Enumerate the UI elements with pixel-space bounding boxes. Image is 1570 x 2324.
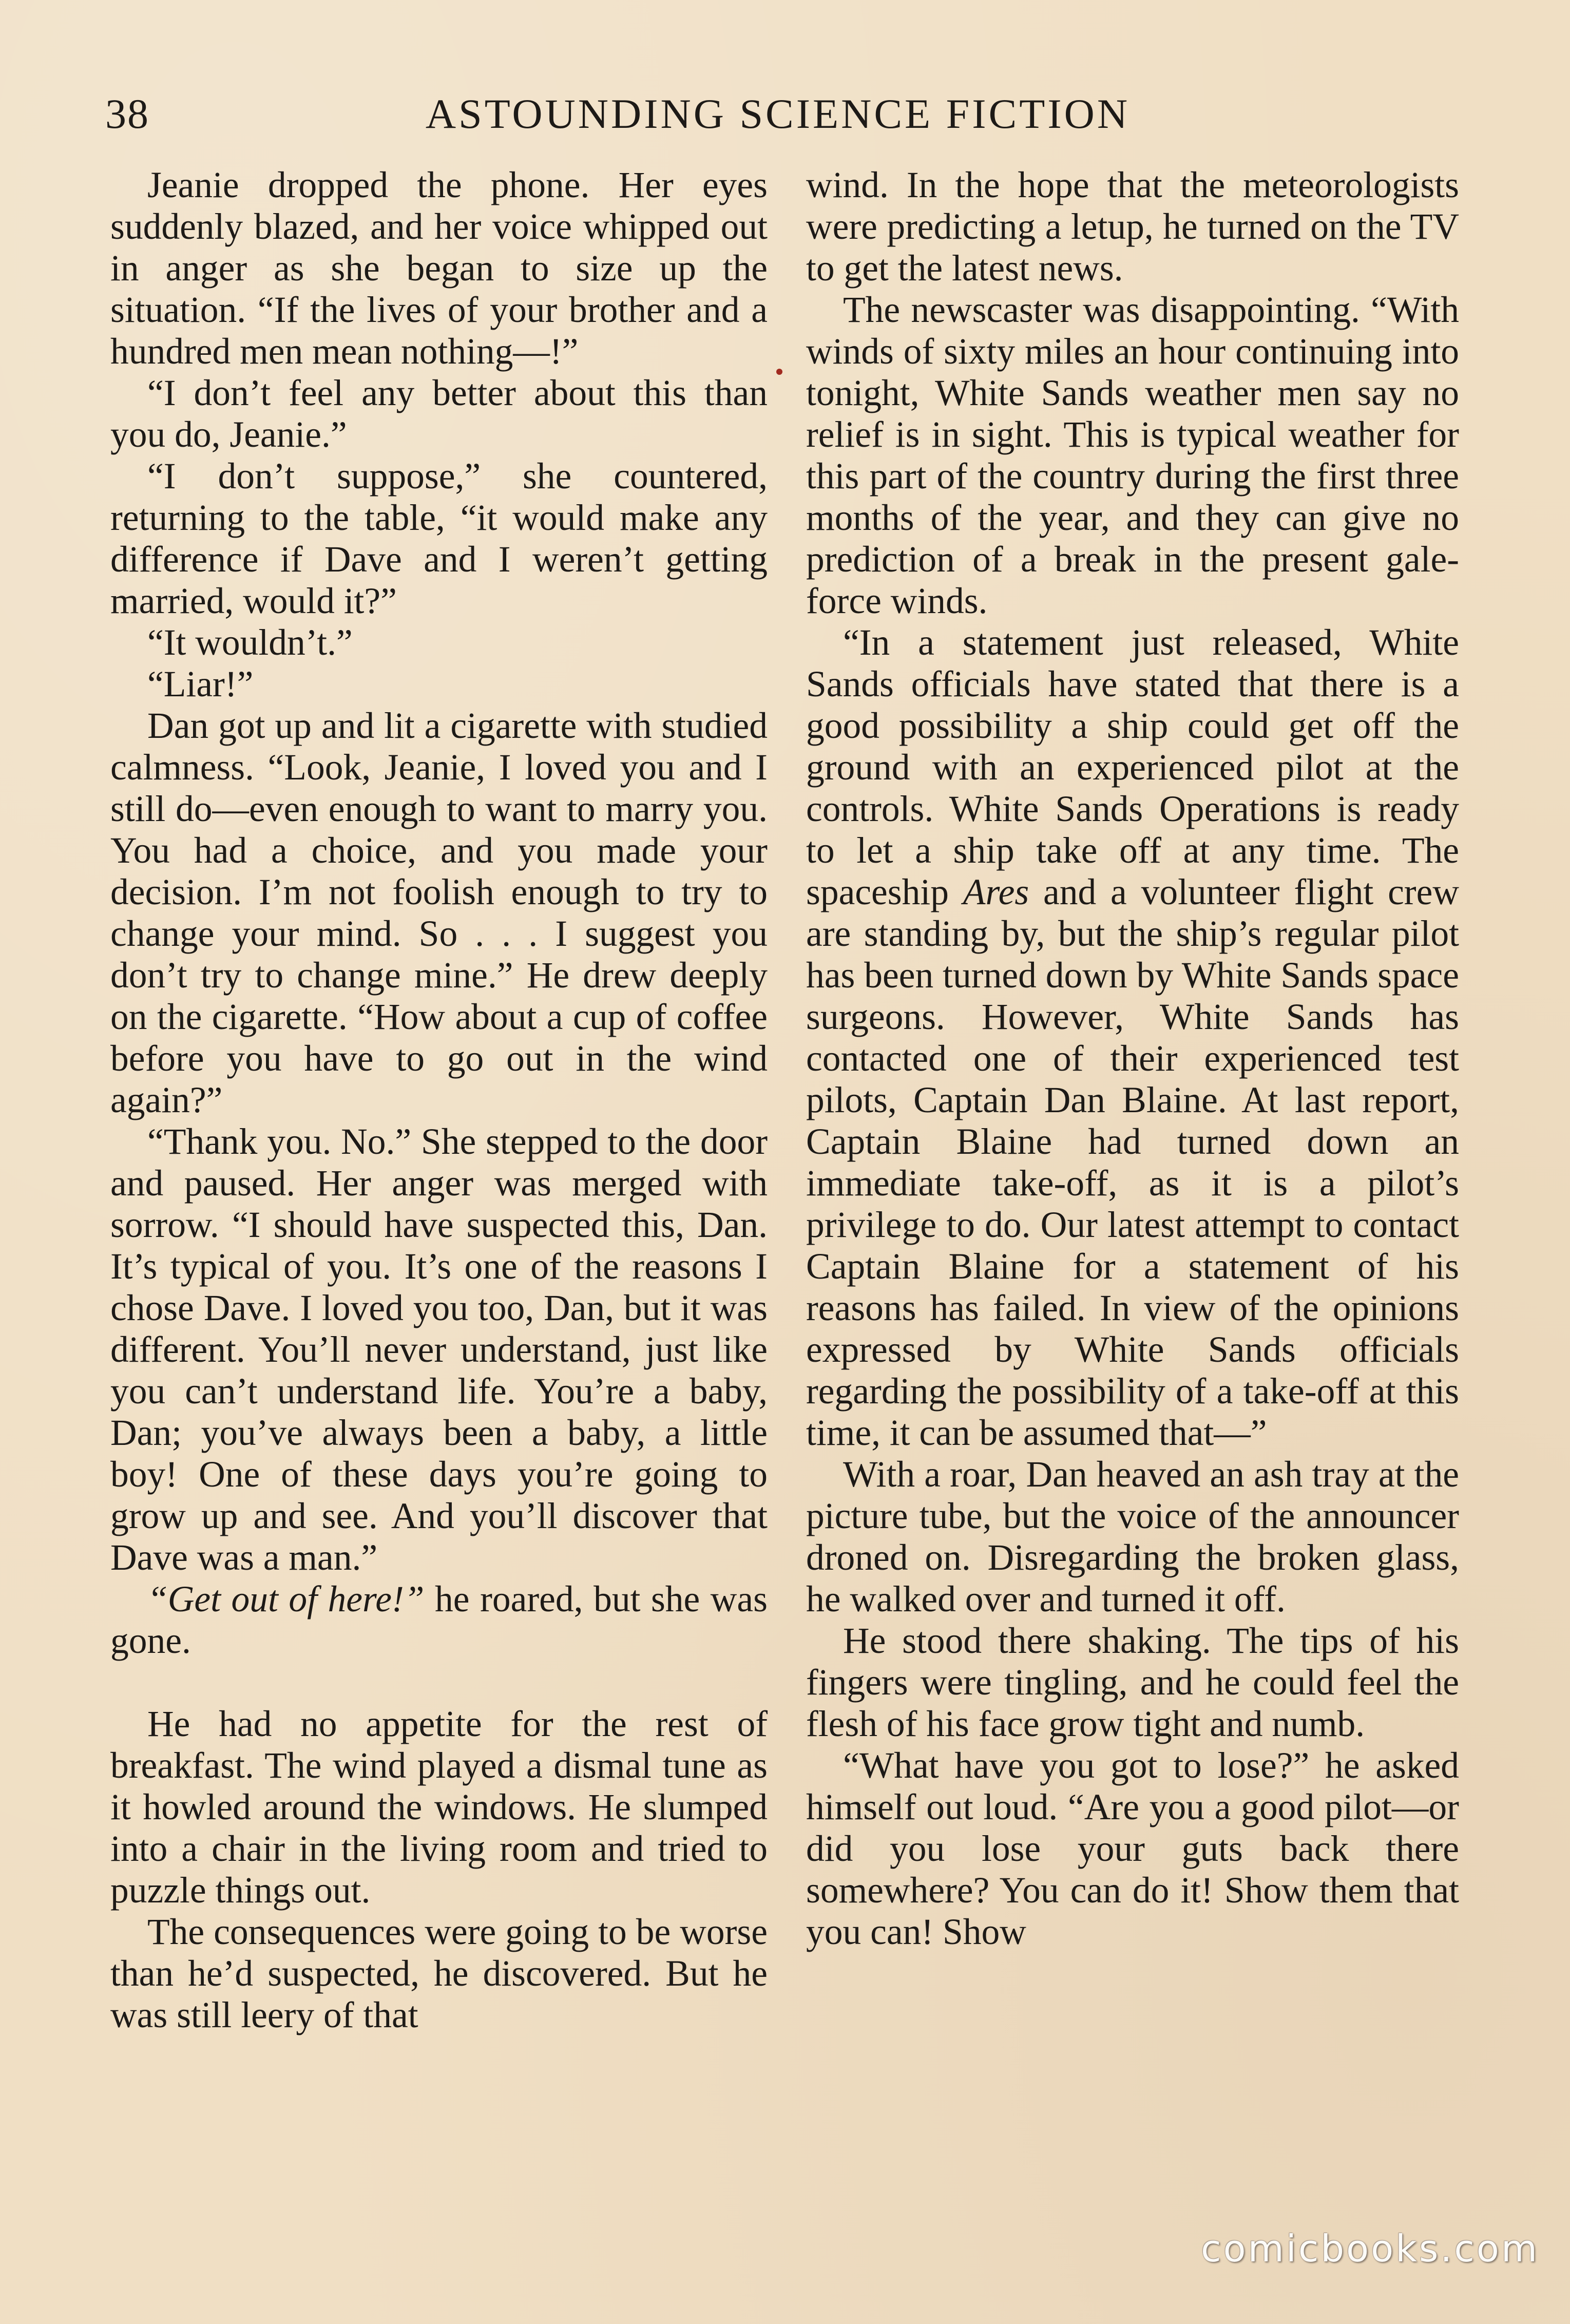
paragraph: “What have you got to lose?” he asked himself out loud. “Are you a good pilot—or did you lose your guts back there somewhere? You can do it! Show them that you can! Show xyxy=(806,1745,1459,1952)
paragraph: Jeanie dropped the phone. Her eyes suddenly blazed, and her voice whipped out in anger as she began to size up the situation. “If the lives of your brother and a hundred men mean nothing—!” xyxy=(110,165,768,372)
page-header xyxy=(105,90,1450,146)
page-number: 38 xyxy=(105,90,149,137)
watermark-text: comicbooks.com xyxy=(1200,2227,1539,2270)
paragraph-shout xyxy=(110,1578,768,1662)
ares-after: and a volunteer flight crew are standing by, but the ship’s regular pilot has been turned down by White Sands space surgeons. However, White Sands has contacted one of their experienced test pilots, Captain Dan Blaine. At last report, Captain Blaine had turned down an immediate take-off, as it is a pilot’s privilege to do. Our latest attempt to contact Captain Blaine for a statement of his reasons has failed. In view of the opinions expressed by White Sands officials regarding the possibility of a take-off at this time, it can be assumed that—” xyxy=(806,872,1459,1453)
paragraph: “Liar!” xyxy=(147,664,254,704)
paragraph: With a roar, Dan heaved an ash tray at the picture tube, but the voice of the announcer droned on. Disregarding the broken glass, he walked over and turned it off. xyxy=(806,1454,1459,1620)
ares-before: “In a statement just released, White Sands officials have stated that there is a good possibility a ship could get off the ground with an experienced pilot at the controls. White Sands Operations is ready to let a ship take off at any time. The spaceship xyxy=(806,622,1459,912)
italic-shout: “Get out of here!” xyxy=(147,1579,425,1620)
running-head: ASTOUNDING SCIENCE FICTION xyxy=(425,90,1131,137)
paragraph: “It wouldn’t.” xyxy=(147,622,353,663)
ship-name-italic: Ares xyxy=(963,872,1029,912)
ink-speck xyxy=(776,369,782,375)
paragraph: Dan got up and lit a cigarette with studied calmness. “Look, Jeanie, I loved you and I still do—even enough to want to marry you. You had a choice, and you made your decision. I’m not foolish enough to try to change your mind. So . . . I suggest you don’t try to change mine.” He drew deeply on the cigarette. “How about a cup of coffee before you have to go out in the wind again?” xyxy=(110,706,768,1120)
paragraph: “Thank you. No.” She stepped to the door and paused. Her anger was merged with sorrow. “I should have suspected this, Dan. It’s typical of you. It’s one of the reasons I chose Dave. I loved you too, Dan, but it was different. You’ll never understand, just like you can’t understand life. You’re a baby, Dan; you’ve always been a baby, a little boy! One of these days you’re going to grow up and see. And you’ll discover that Dave was a man.” xyxy=(110,1121,768,1578)
paragraph: The consequences were going to be worse than he’d suspected, he discovered. But he was still leery of that xyxy=(110,1912,768,2035)
paragraph: “I don’t suppose,” she countered, returning to the table, “it would make any difference if Dave and I weren’t getting married, would it?” xyxy=(110,456,768,621)
paragraph: The newscaster was disappointing. “With winds of sixty miles an hour continuing into tonight, White Sands weather men say no relief is in sight. This is typical weather for this part of the country during the first three months of the year, and they can give no prediction of a break in the present gale-force winds. xyxy=(806,290,1459,621)
shout-rest: he roared, but she was gone. xyxy=(110,1579,768,1661)
paragraph-section-start: He had no appetite for the rest of breakfast. The wind played a dismal tune as it howled around the windows. He slumped into a chair in the living room and tried to puzzle things out. xyxy=(110,1704,768,1911)
paragraph: He stood there shaking. The tips of his fingers were tingling, and he could feel the flesh of his face grow tight and numb. xyxy=(806,1621,1459,1744)
right-column xyxy=(806,164,1459,1953)
left-column xyxy=(110,164,768,2036)
paragraph-ares xyxy=(806,622,1459,1454)
paragraph-continuation: wind. In the hope that the meteorologists were predicting a letup, he turned on the TV to get the latest news. xyxy=(806,165,1459,289)
paragraph: “I don’t feel any better about this than you do, Jeanie.” xyxy=(110,373,768,455)
